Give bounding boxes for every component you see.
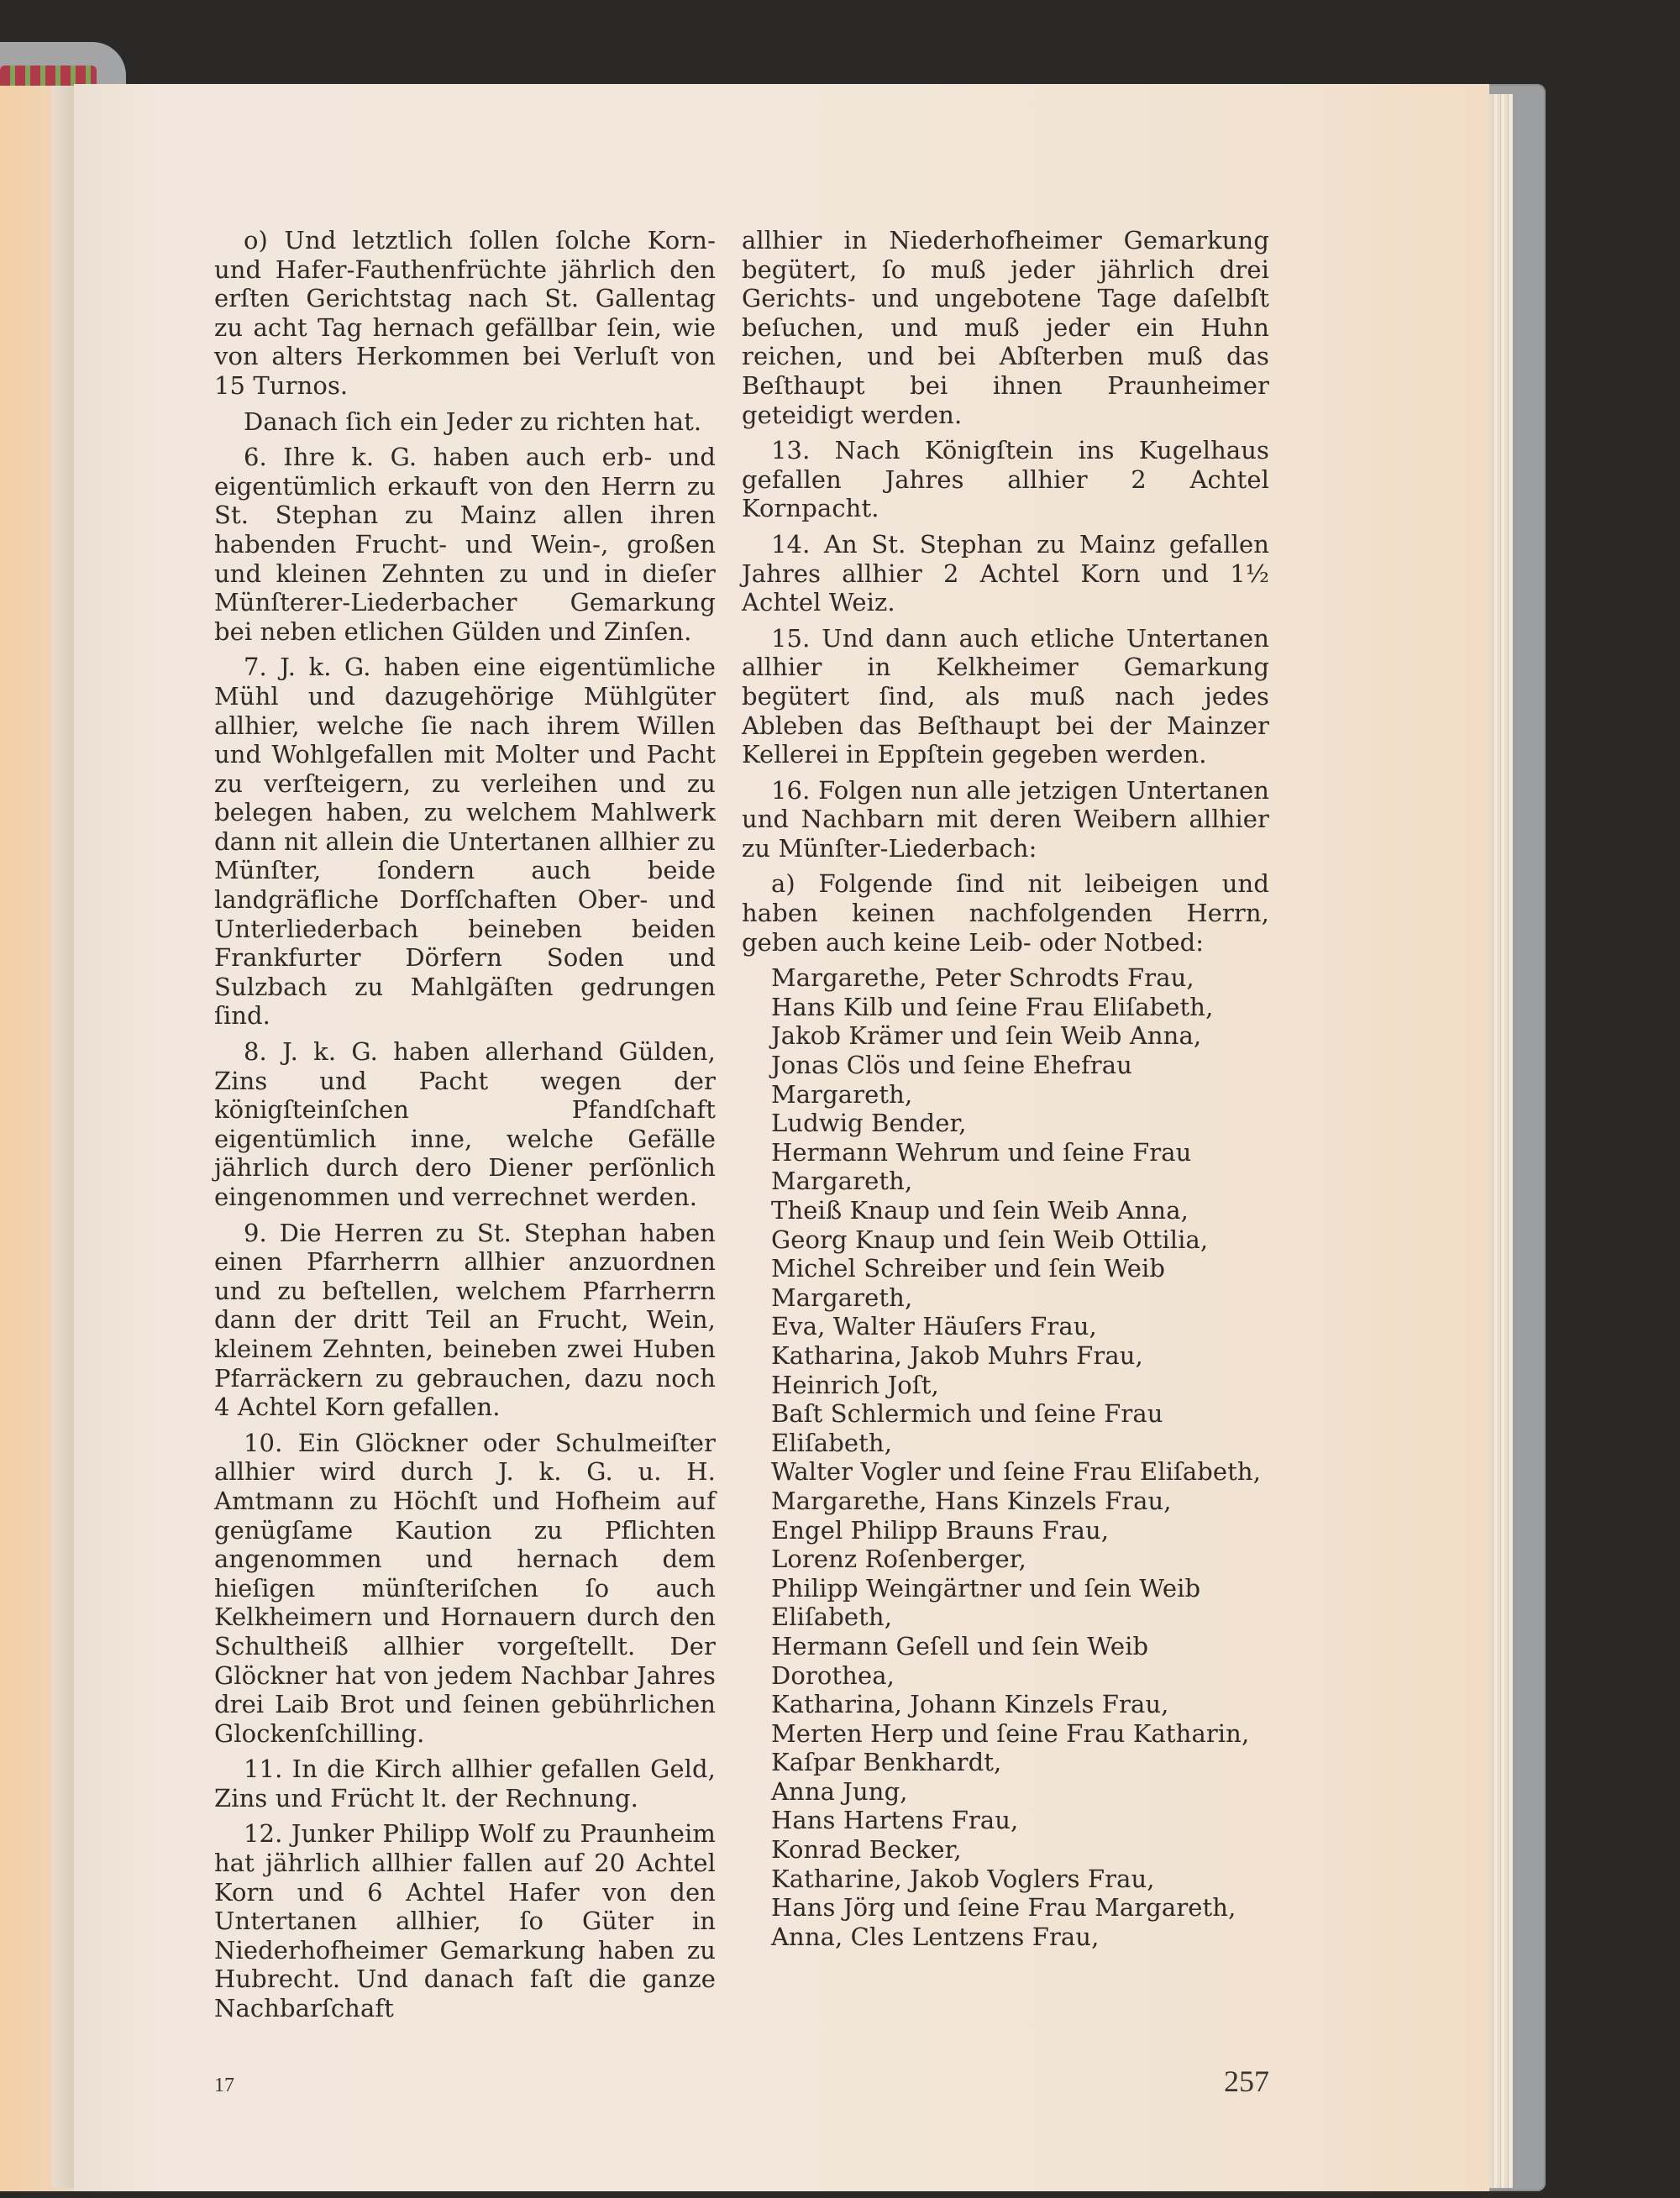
- paragraph: 11. In die Kirch allhier gefallen Geld, Zins und Frücht lt. der Rechnung.: [214, 1755, 716, 1812]
- list-item: Philipp Weingärtner und ſein Weib Eliſabeth,: [771, 1573, 1201, 1632]
- paragraph: o) Und letztlich ſollen ſolche Korn- und Hafer-Fauthenfrüchte jährlich den erſten Gerichtstag nach St. Gallentag zu acht Tag hernach gefällbar ſein, wie von alters Herkommen bei Verluſt von 15 Turnos.: [214, 226, 716, 400]
- page-content: [0, 84, 1269, 2191]
- list-item: Katharina, Jakob Muhrs Frau,: [771, 1340, 1143, 1370]
- list-item: Konrad Becker,: [771, 1835, 962, 1865]
- list-item: Theiß Knaup und ſein Weib Anna,: [771, 1196, 1189, 1225]
- list-item: Anna, Cles Lentzens Frau,: [771, 1922, 1100, 1951]
- paragraph: 13. Nach Königſtein ins Kugelhaus gefallen Jahres allhier 2 Achtel Kornpacht.: [742, 436, 1269, 523]
- list-item: Margarethe, Hans Kinzels Frau,: [771, 1486, 1172, 1515]
- list-item: Lorenz Roſenberger,: [771, 1545, 1026, 1574]
- columns: [214, 226, 1269, 2030]
- paragraph: 10. Ein Glöckner oder Schulmeiſter allhier wird durch J. k. G. u. H. Amtmann zu Höchſt und Hofheim auf genügſame Kaution zu Pflichten angenommen und hernach dem hieſigen münſteriſchen ſo auch Kelkheimern und Hornauern durch den Schultheiß allhier vorgeſtellt. Der Glöckner hat von jedem Nachbar Jahres drei Laib Brot und ſeinen gebührlichen Glockenſchilling.: [214, 1428, 716, 1748]
- list-item: Margarethe, Peter Schrodts Frau,: [771, 963, 1194, 993]
- signature-mark: 17: [214, 2074, 234, 2096]
- paragraph: 6. Ihre k. G. haben auch erb- und eigentümlich erkauft von den Herrn zu St. Stephan zu Mainz allen ihren habenden Frucht- und Wein-, großen und kleinen Zehnten zu und in dieſer Münſterer-Liederbacher Gemarkung bei neben etlichen Gülden und Zinſen.: [214, 443, 716, 646]
- paragraph: 7. J. k. G. haben eine eigentümliche Mühl und dazugehörige Mühlgüter allhier, welche ſie nach ihrem Willen und Wohlgefallen mit Molter und Pacht zu verſteigern, zu verleihen und zu belegen haben, zu welchem Mahlwerk dann nit allein die Untertanen allhier zu Münſter, ſondern auch beide landgräfliche Dorfſchaften Ober- und Unterliederbach beineben beiden Frankfurter Dörfern Soden und Sulzbach zu Mahlgäſten gedrungen ſind.: [214, 653, 716, 1031]
- list-item: Jakob Krämer und ſein Weib Anna,: [771, 1021, 1202, 1051]
- book: [0, 84, 1546, 2191]
- page-footer: [214, 2064, 1269, 2099]
- list-item: Jonas Clös und ſeine Ehefrau Margareth,: [771, 1051, 1132, 1109]
- list-item: Hermann Geſell und ſein Weib Dorothea,: [771, 1631, 1149, 1690]
- paragraph: a) Folgende ſind nit leibeigen und haben keinen nachfolgenden Herrn, geben auch keine Leib- oder Notbed:: [742, 869, 1269, 957]
- list-item: Eva, Walter Häuſers Frau,: [771, 1312, 1097, 1341]
- paragraph: 15. Und dann auch etliche Untertanen allhier in Kelkheimer Gemarkung begütert ſind, als muß nach jedes Ableben das Beſthaupt bei der Mainzer Kellerei in Eppſtein gegeben werden.: [742, 623, 1269, 769]
- left-column: [214, 226, 716, 2030]
- page-number: 257: [1224, 2064, 1269, 2098]
- list-item: Walter Vogler und ſeine Frau Eliſabeth,: [771, 1457, 1262, 1487]
- list-item: Ludwig Bender,: [771, 1109, 967, 1138]
- list-item: Hans Kilb und ſeine Frau Eliſabeth,: [771, 992, 1214, 1021]
- list-item: Heinrich Joſt,: [771, 1370, 939, 1399]
- name-list: [742, 963, 1269, 1951]
- list-item: Kaſpar Benkhardt,: [771, 1748, 1002, 1777]
- list-item: Hans Jörg und ſeine Frau Margareth,: [771, 1893, 1236, 1923]
- list-item: Katharina, Johann Kinzels Frau,: [771, 1690, 1169, 1719]
- paragraph: 8. J. k. G. haben allerhand Gülden, Zins und Pacht wegen der königſteinſchen Pfandſchaft eigentümlich inne, welche Gefälle jährlich durch dero Diener perſönlich eingenommen und verrechnet werden.: [214, 1037, 716, 1211]
- list-item: Michel Schreiber und ſein Weib Margareth,: [771, 1254, 1166, 1312]
- page-fore-edge: [1489, 94, 1513, 2188]
- paragraph: allhier in Niederhofheimer Gemarkung begütert, ſo muß jeder jährlich drei Gerichts- und ungebotene Tage daſelbſt beſuchen, und muß jeder ein Huhn reichen, und bei Abſterben muß das Beſthaupt bei ihnen Praunheimer geteidigt werden.: [742, 226, 1269, 429]
- paragraph: 12. Junker Philipp Wolf zu Praunheim hat jährlich allhier fallen auf 20 Achtel Korn und 6 Achtel Hafer von den Untertanen allhier, ſo Güter in Niederhofheimer Gemarkung haben zu Hubrecht. Und danach faſt die ganze Nachbarſchaft: [214, 1819, 716, 2023]
- list-item: Georg Knaup und ſein Weib Ottilia,: [771, 1225, 1209, 1254]
- list-item: Baſt Schlermich und ſeine Frau Eliſabeth,: [771, 1399, 1163, 1457]
- paragraph: 14. An St. Stephan zu Mainz gefallen Jahres allhier 2 Achtel Korn und 1½ Achtel Weiz.: [742, 529, 1269, 617]
- right-column: [742, 226, 1269, 1951]
- paragraph: Danach ſich ein Jeder zu richten hat.: [244, 407, 702, 436]
- paragraph: 9. Die Herren zu St. Stephan haben einen Pfarrherrn allhier anzuordnen und zu beſtellen, welchem Pfarrherrn dann der dritt Teil an Frucht, Wein, kleinem Zehnten, beineben zwei Huben Pfarräckern zu gebrauchen, dazu noch 4 Achtel Korn gefallen.: [214, 1218, 716, 1422]
- list-item: Engel Philipp Brauns Frau,: [771, 1515, 1110, 1545]
- list-item: Hans Hartens Frau,: [771, 1806, 1019, 1835]
- list-item: Anna Jung,: [771, 1776, 908, 1806]
- paragraph: 16. Folgen nun alle jetzigen Untertanen und Nachbarn mit deren Weibern allhier zu Münſter-Liederbach:: [742, 775, 1269, 863]
- page-wrap: [0, 84, 1489, 2191]
- list-item: Hermann Wehrum und ſeine Frau Margareth,: [771, 1137, 1192, 1196]
- list-item: Katharine, Jakob Voglers Frau,: [771, 1864, 1155, 1893]
- list-item: Merten Herp und ſeine Frau Katharin,: [771, 1718, 1250, 1748]
